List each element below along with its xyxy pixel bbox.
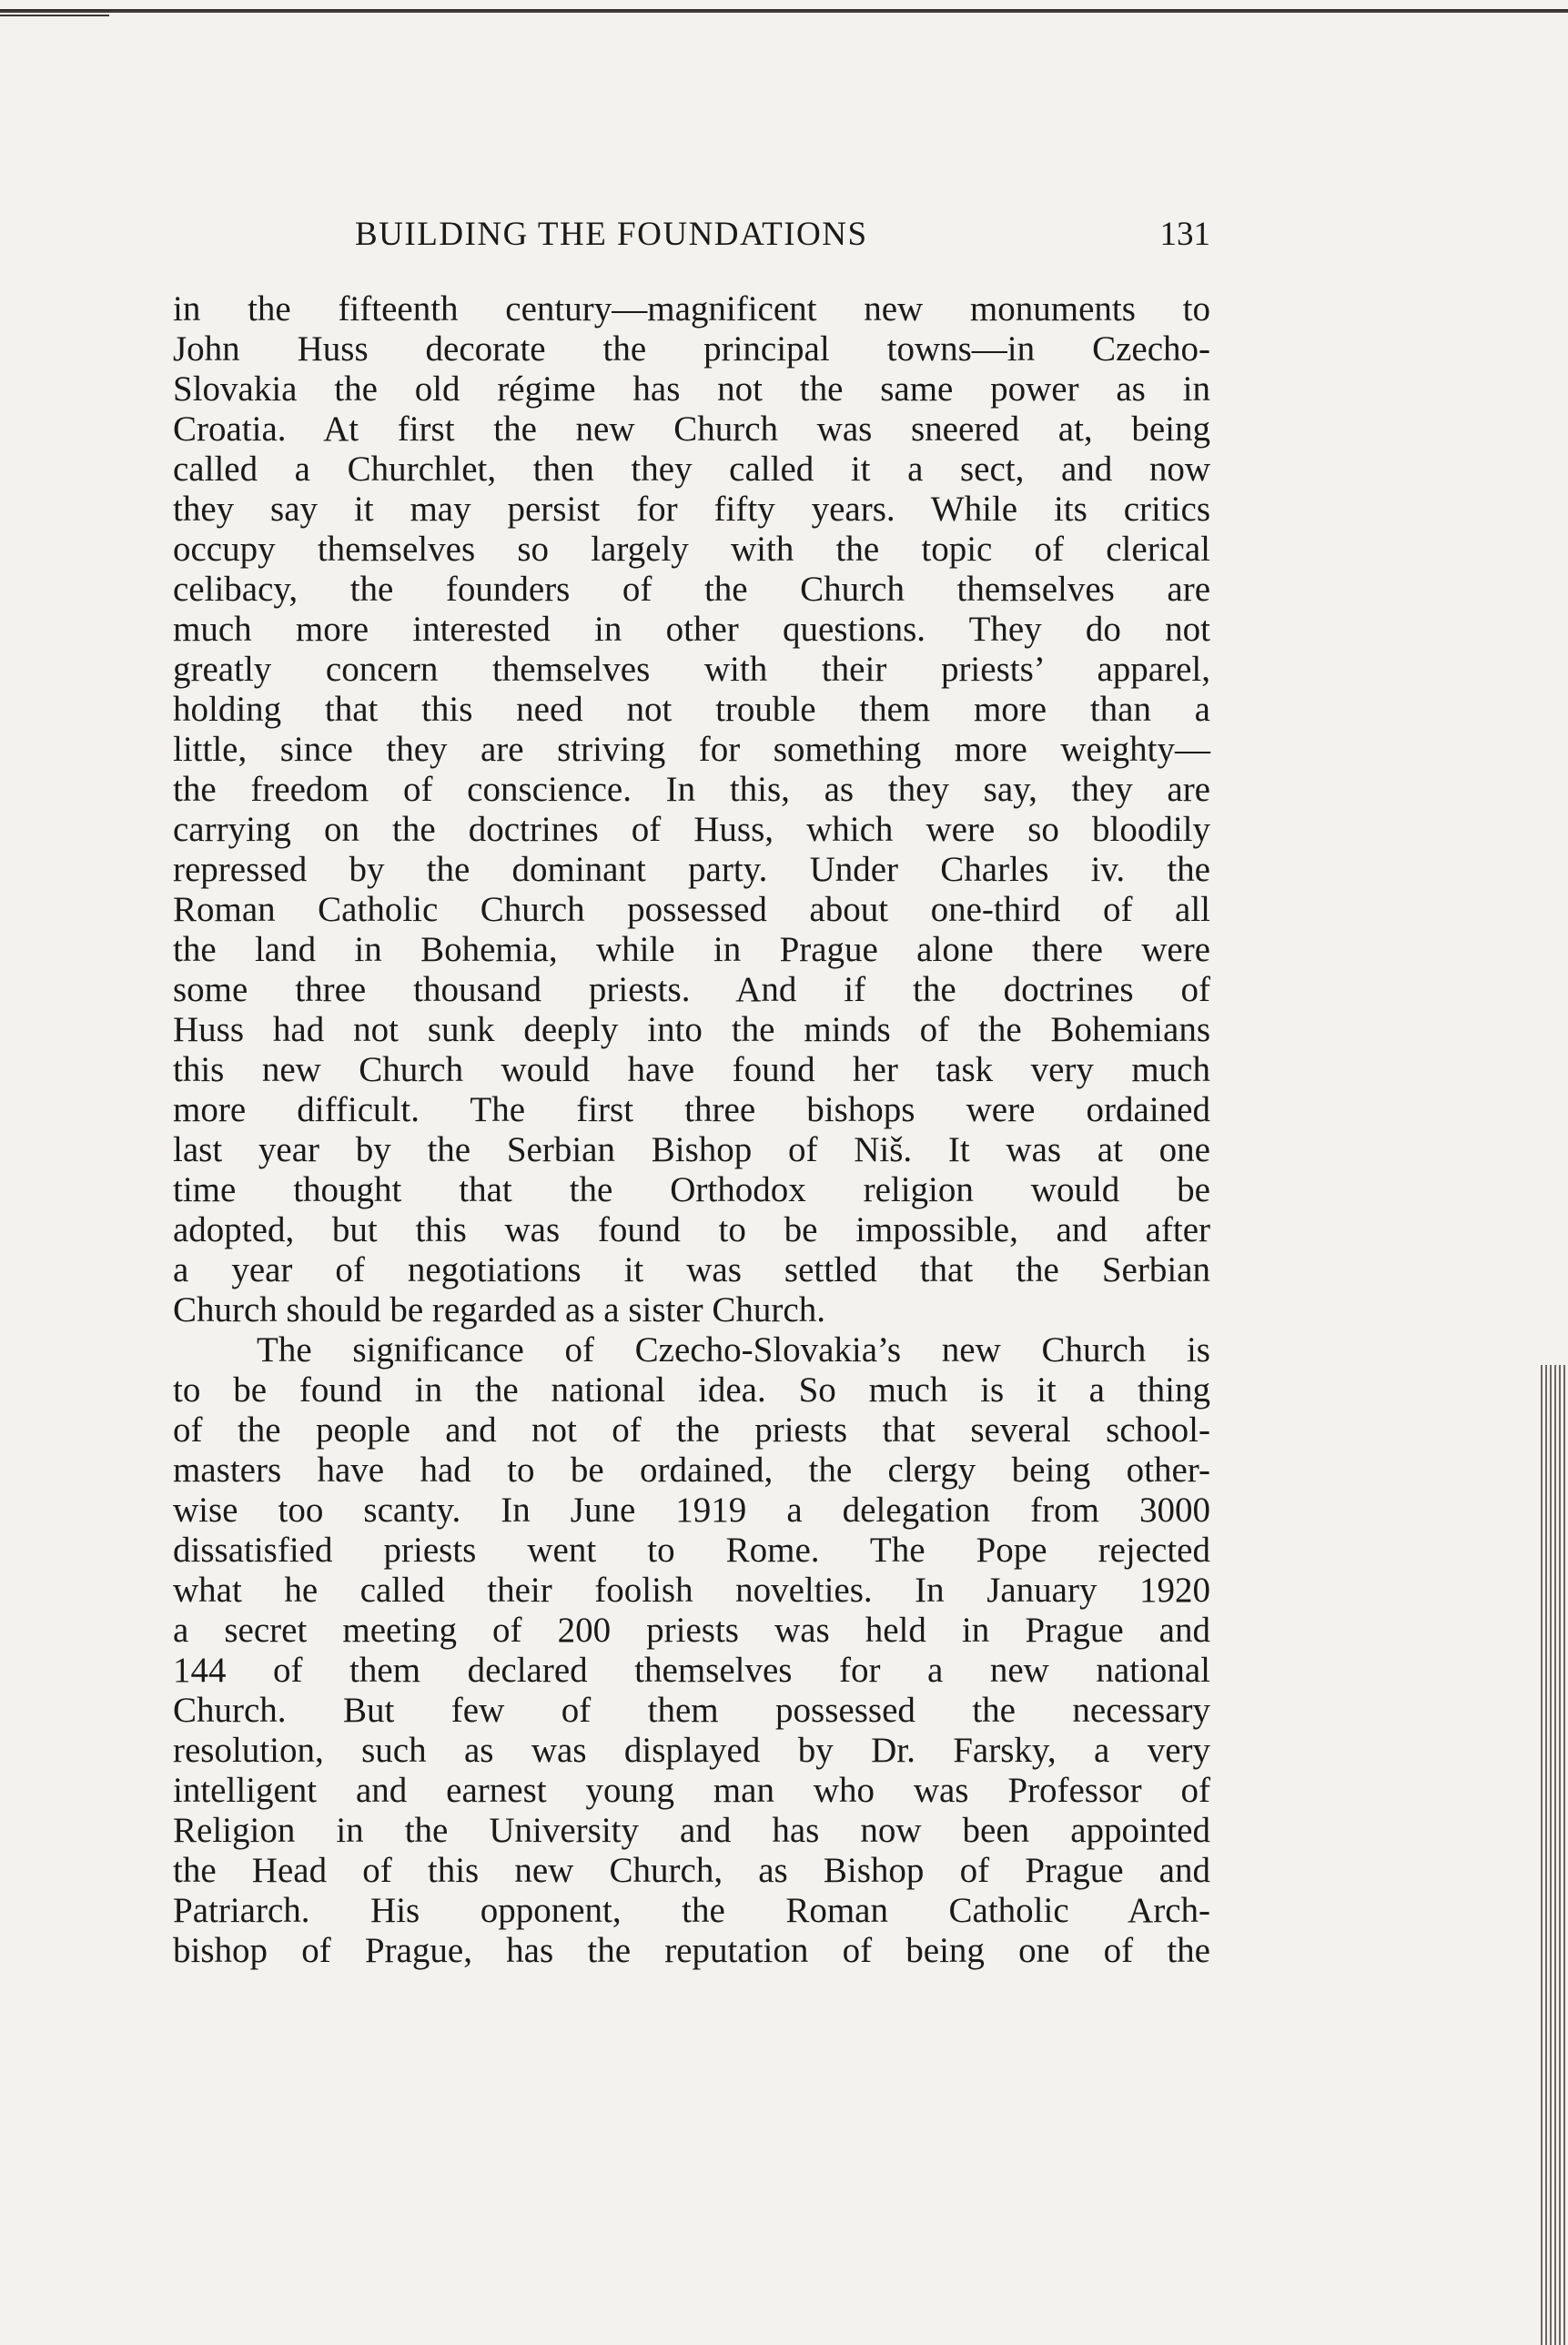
text-line: adopted, but this was found to be impossible, and after	[173, 1210, 1210, 1249]
text-line: dissatisfied priests went to Rome. The Pope rejected	[173, 1531, 1210, 1570]
text-line: this new Church would have found her task very much	[173, 1050, 1210, 1089]
text-line: masters have had to be ordained, the clergy being other-	[173, 1450, 1210, 1490]
text-line: repressed by the dominant party. Under Charles iv. the	[173, 850, 1210, 889]
text-line: Croatia. At first the new Church was sneered at, being	[173, 409, 1210, 449]
binding-edge	[1541, 1365, 1568, 2345]
text-line: Patriarch. His opponent, the Roman Catholic Arch-	[173, 1891, 1210, 1930]
text-line: 144 of them declared themselves for a new national	[173, 1651, 1210, 1690]
text-line: intelligent and earnest young man who was Professor of	[173, 1771, 1210, 1810]
text-line: they say it may persist for fifty years. While its critics	[173, 490, 1210, 529]
text-line: greatly concern themselves with their priests’ apparel,	[173, 650, 1210, 689]
text-line: the Head of this new Church, as Bishop of Prague and	[173, 1851, 1210, 1890]
text-line: Huss had not sunk deeply into the minds of the Bohemians	[173, 1010, 1210, 1049]
text-line: Church. But few of them possessed the necessary	[173, 1691, 1210, 1730]
running-head: BUILDING THE FOUNDATIONS	[355, 216, 868, 253]
text-line: holding that this need not trouble them more than a	[173, 690, 1210, 729]
text-line: in the fifteenth century—magnificent new monuments to	[173, 289, 1210, 329]
text-line: Religion in the University and has now been appointed	[173, 1811, 1210, 1850]
paragraph-2	[173, 1330, 1210, 1971]
text-line: a secret meeting of 200 priests was held in Prague and	[173, 1611, 1210, 1650]
text-line: occupy themselves so largely with the topic of clerical	[173, 530, 1210, 569]
text-line: some three thousand priests. And if the doctrines of	[173, 970, 1210, 1009]
text-line: the freedom of conscience. In this, as they say, they are	[173, 770, 1210, 809]
text-line: The significance of Czecho-Slovakia’s new Church is	[257, 1330, 1210, 1370]
text-line: much more interested in other questions. They do not	[173, 610, 1210, 649]
text-line: time thought that the Orthodox religion would be	[173, 1170, 1210, 1209]
text-line: little, since they are striving for something more weighty—	[173, 730, 1210, 769]
text-line: more difficult. The first three bishops were ordained	[173, 1090, 1210, 1129]
text-line: last year by the Serbian Bishop of Niš. It was at one	[173, 1130, 1210, 1169]
page-header	[173, 215, 1210, 269]
text-line: called a Churchlet, then they called it a sect, and now	[173, 450, 1210, 489]
body-text	[173, 289, 1210, 1971]
top-rule	[0, 9, 1568, 13]
text-line: resolution, such as was displayed by Dr. Farsky, a very	[173, 1731, 1210, 1770]
text-line: of the people and not of the priests that several school-	[173, 1410, 1210, 1450]
text-line: bishop of Prague, has the reputation of being one of the	[173, 1931, 1210, 1970]
text-line: Roman Catholic Church possessed about one-third of all	[173, 890, 1210, 929]
text-line: to be found in the national idea. So much is it a thing	[173, 1370, 1210, 1410]
text-line: a year of negotiations it was settled that the Serbian	[173, 1250, 1210, 1289]
text-line: Slovakia the old régime has not the same power as in	[173, 369, 1210, 409]
top-rule-accent	[0, 15, 109, 16]
text-line: what he called their foolish novelties. In January 1920	[173, 1571, 1210, 1610]
text-line: wise too scanty. In June 1919 a delegation from 3000	[173, 1491, 1210, 1530]
text-line: John Huss decorate the principal towns—in Czecho-	[173, 329, 1210, 369]
text-line: carrying on the doctrines of Huss, which were so bloodily	[173, 810, 1210, 849]
page-number: 131	[1159, 216, 1210, 253]
text-line: Church should be regarded as a sister Church.	[173, 1290, 825, 1329]
text-line: the land in Bohemia, while in Prague alone there were	[173, 930, 1210, 969]
text-line: celibacy, the founders of the Church themselves are	[173, 570, 1210, 609]
paragraph-1	[173, 289, 1210, 1330]
